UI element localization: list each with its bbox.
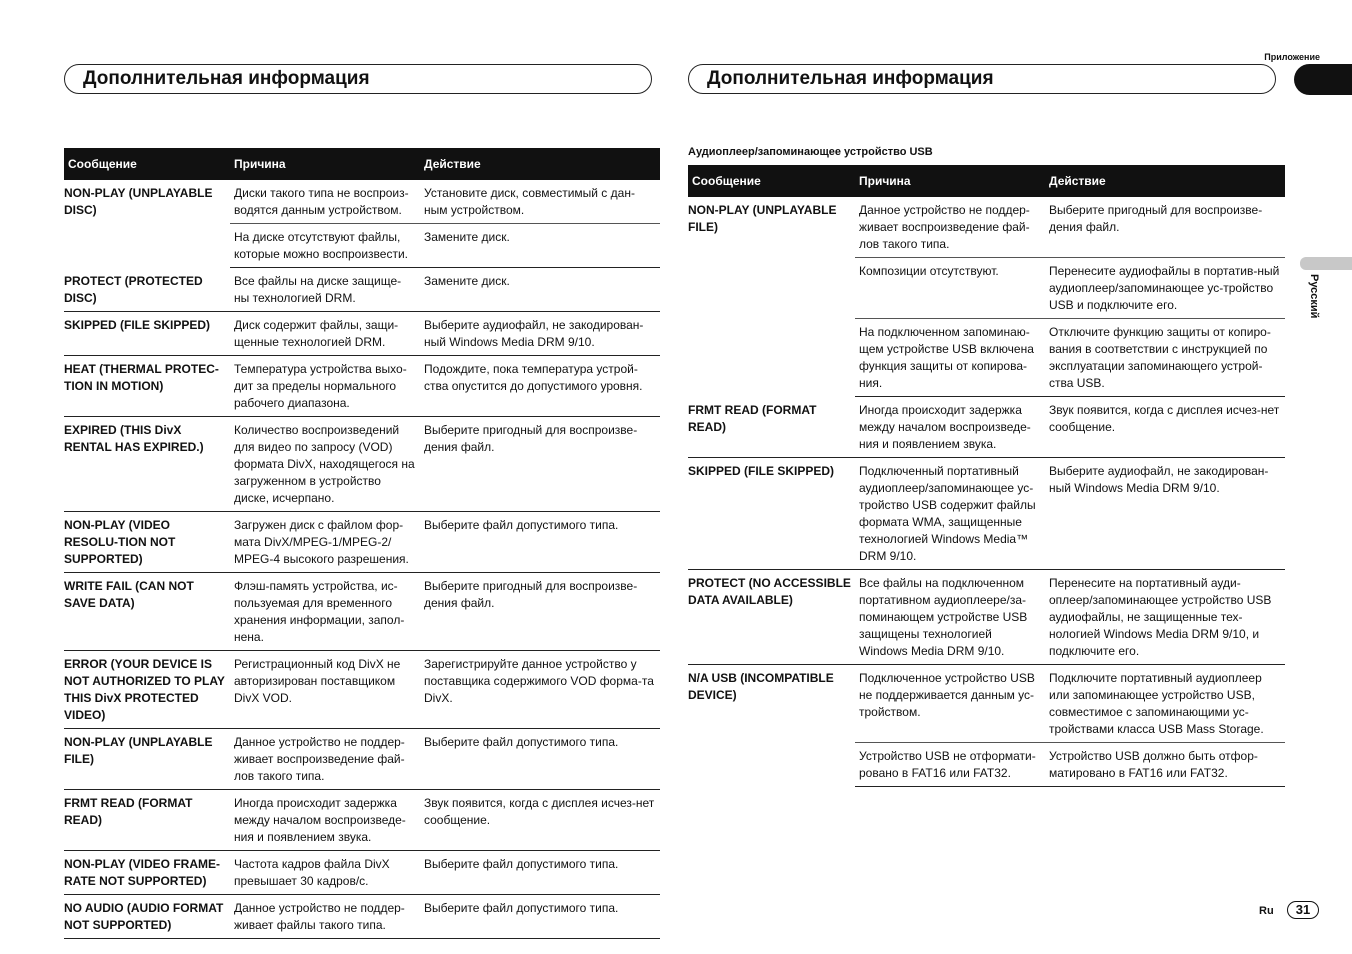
cause-cell: Иногда происходит задержка между началом воспроизведе-ния и появлением звука. xyxy=(855,397,1045,458)
table-row xyxy=(688,197,1285,258)
action-cell: Выберите файл допустимого типа. xyxy=(420,851,660,895)
language-tab xyxy=(1300,257,1352,270)
cause-cell: Подключенное устройство USB не поддерживается данным ус-тройством. xyxy=(855,665,1045,743)
table-header xyxy=(64,148,660,180)
table-row xyxy=(688,397,1285,458)
action-cell: Выберите файл допустимого типа. xyxy=(420,895,660,939)
table-row xyxy=(64,312,660,356)
message-cell: PROTECT (PROTECTED DISC) xyxy=(64,268,230,312)
cause-cell: Данное устройство не поддер-живает воспроизведение фай-лов такого типа. xyxy=(855,197,1045,258)
cause-cell: Подключенный портативный аудиоплеер/запоминающее ус-тройство USB содержит файлы формата WMA, защищенные технологией Windows Media™ DRM 9/10. xyxy=(855,458,1045,570)
action-cell: Выберите аудиофайл, не закодирован-ный Windows Media DRM 9/10. xyxy=(1045,458,1285,570)
cause-cell: Данное устройство не поддер-живает файлы такого типа. xyxy=(230,895,420,939)
footer-language: Ru xyxy=(1259,905,1274,917)
table-row xyxy=(688,665,1285,743)
cause-cell: Регистрационный код DivX не авторизирован поставщиком DivX VOD. xyxy=(230,651,420,729)
table-row xyxy=(64,512,660,573)
table-row xyxy=(64,729,660,790)
column-header-action: Действие xyxy=(420,148,660,180)
cause-cell: Устройство USB не отформати-ровано в FAT16 или FAT32. xyxy=(855,743,1045,787)
message-cell: FRMT READ (FORMAT READ) xyxy=(688,397,855,458)
action-cell: Подождите, пока температура устрой-ства опустится до допустимого уровня. xyxy=(420,356,660,417)
table-row xyxy=(64,356,660,417)
usb-messages-table xyxy=(688,165,1285,787)
cause-cell: Количество воспроизведений для видео по запросу (VOD) формата DivX, находящегося на загруженном в устройство диске, исчерпано. xyxy=(230,417,420,512)
table-row xyxy=(64,268,660,312)
action-cell: Выберите файл допустимого типа. xyxy=(420,512,660,573)
message-cell: EXPIRED (THIS DivX RENTAL HAS EXPIRED.) xyxy=(64,417,230,512)
message-cell: NON-PLAY (UNPLAYABLE FILE) xyxy=(64,729,230,790)
action-cell: Зарегистрируйте данное устройство у поставщика содержимого VOD форма-та DivX. xyxy=(420,651,660,729)
action-cell: Звук появится, когда с дисплея исчез-нет сообщение. xyxy=(420,790,660,851)
column-header-cause: Причина xyxy=(230,148,420,180)
action-cell: Выберите пригодный для воспроизве-дения файл. xyxy=(420,417,660,512)
cause-cell: Все файлы на подключенном портативном аудиоплеере/за-поминающем устройстве USB защищены технологией Windows Media DRM 9/10. xyxy=(855,570,1045,665)
message-cell: ERROR (YOUR DEVICE IS NOT AUTHORIZED TO PLAY THIS DivX PROTECTED VIDEO) xyxy=(64,651,230,729)
table-row xyxy=(64,851,660,895)
column-header-action: Действие xyxy=(1045,165,1285,197)
cause-cell: Частота кадров файла DivX превышает 30 кадров/с. xyxy=(230,851,420,895)
message-cell: WRITE FAIL (CAN NOT SAVE DATA) xyxy=(64,573,230,651)
page-heading-left: Дополнительная информация xyxy=(64,64,652,94)
cause-cell: На подключенном запоминаю-щем устройстве USB включена функция защиты от копирова-ния. xyxy=(855,319,1045,397)
table-row xyxy=(64,895,660,939)
message-cell: NON-PLAY (UNPLAYABLE FILE) xyxy=(688,203,837,234)
table-row xyxy=(64,180,660,224)
action-cell: Подключите портативный аудиоплеер или запоминающее устройство USB, совместимое с запоминающими ус-тройствами класса USB Mass Storage. xyxy=(1045,665,1285,743)
column-header-cause: Причина xyxy=(855,165,1045,197)
action-cell: Перенесите аудиофайлы в портатив-ный аудиоплеер/запоминающее ус-тройство USB и подключите его. xyxy=(1045,258,1285,319)
table-row xyxy=(688,458,1285,570)
message-cell: PROTECT (NO ACCESSIBLE DATA AVAILABLE) xyxy=(688,570,855,665)
cause-cell: Иногда происходит задержка между началом воспроизведе-ния и появлением звука. xyxy=(230,790,420,851)
disc-messages-table xyxy=(64,148,660,939)
table-row xyxy=(64,790,660,851)
section-tab xyxy=(1294,64,1352,95)
action-cell: Устройство USB должно быть отфор-матировано в FAT16 или FAT32. xyxy=(1045,743,1285,787)
column-header-message: Сообщение xyxy=(688,165,855,197)
cause-cell: Данное устройство не поддер-живает воспроизведение фай-лов такого типа. xyxy=(230,729,420,790)
action-cell: Замените диск. xyxy=(420,224,660,268)
cause-cell: Диск содержит файлы, защи-щенные технологией DRM. xyxy=(230,312,420,356)
language-label: Русский xyxy=(1308,274,1320,319)
cause-cell: Композиции отсутствуют. xyxy=(855,258,1045,319)
message-cell: NON-PLAY (UNPLAYABLE DISC) xyxy=(64,186,213,217)
cause-cell: Загружен диск с файлом фор-мата DivX/MPEG-1/MPEG-2/ MPEG-4 высокого разрешения. xyxy=(230,512,420,573)
usb-section-title: Аудиоплеер/запоминающее устройство USB xyxy=(688,146,933,158)
cause-cell: Диски такого типа не воспроиз-водятся данным устройством. xyxy=(230,180,420,224)
message-cell: SKIPPED (FILE SKIPPED) xyxy=(688,458,855,570)
action-cell: Выберите аудиофайл, не закодирован-ный Windows Media DRM 9/10. xyxy=(420,312,660,356)
cause-cell: Все файлы на диске защище-ны технологией DRM. xyxy=(230,268,420,312)
action-cell: Выберите файл допустимого типа. xyxy=(420,729,660,790)
message-cell: NO AUDIO (AUDIO FORMAT NOT SUPPORTED) xyxy=(64,895,230,939)
action-cell: Установите диск, совместимый с дан-ным устройством. xyxy=(420,180,660,224)
table-header xyxy=(688,165,1285,197)
action-cell: Выберите пригодный для воспроизве-дения файл. xyxy=(1045,197,1285,258)
table-row xyxy=(688,570,1285,665)
table-row xyxy=(64,573,660,651)
message-cell: NON-PLAY (VIDEO RESOLU-TION NOT SUPPORTED) xyxy=(64,512,230,573)
cause-cell: Флэш-память устройства, ис-пользуемая для временного хранения информации, запол-нена. xyxy=(230,573,420,651)
table-row xyxy=(64,651,660,729)
table-row xyxy=(64,417,660,512)
action-cell: Выберите пригодный для воспроизве-дения файл. xyxy=(420,573,660,651)
action-cell: Замените диск. xyxy=(420,268,660,312)
message-cell: NON-PLAY (VIDEO FRAME-RATE NOT SUPPORTED) xyxy=(64,851,230,895)
page-heading-right: Дополнительная информация xyxy=(688,64,1276,94)
message-cell: N/A USB (INCOMPATIBLE DEVICE) xyxy=(688,671,834,702)
message-cell: HEAT (THERMAL PROTEC-TION IN MOTION) xyxy=(64,356,230,417)
page-number: 31 xyxy=(1287,901,1319,919)
column-header-message: Сообщение xyxy=(64,148,230,180)
message-cell: SKIPPED (FILE SKIPPED) xyxy=(64,312,230,356)
message-cell: FRMT READ (FORMAT READ) xyxy=(64,790,230,851)
appendix-label: Приложение xyxy=(1264,52,1320,62)
action-cell: Звук появится, когда с дисплея исчез-нет сообщение. xyxy=(1045,397,1285,458)
action-cell: Отключите функцию защиты от копиро-вания в соответствии с инструкцией по эксплуатации запоминающего устрой-ства USB. xyxy=(1045,319,1285,397)
cause-cell: Температура устройства выхо-дит за пределы нормального рабочего диапазона. xyxy=(230,356,420,417)
cause-cell: На диске отсутствуют файлы, которые можно воспроизвести. xyxy=(230,224,420,268)
action-cell: Перенесите на портативный ауди-оплеер/запоминающее устройство USB аудиофайлы, не защищенные тех-нологией Windows Media DRM 9/10, и подключите его. xyxy=(1045,570,1285,665)
